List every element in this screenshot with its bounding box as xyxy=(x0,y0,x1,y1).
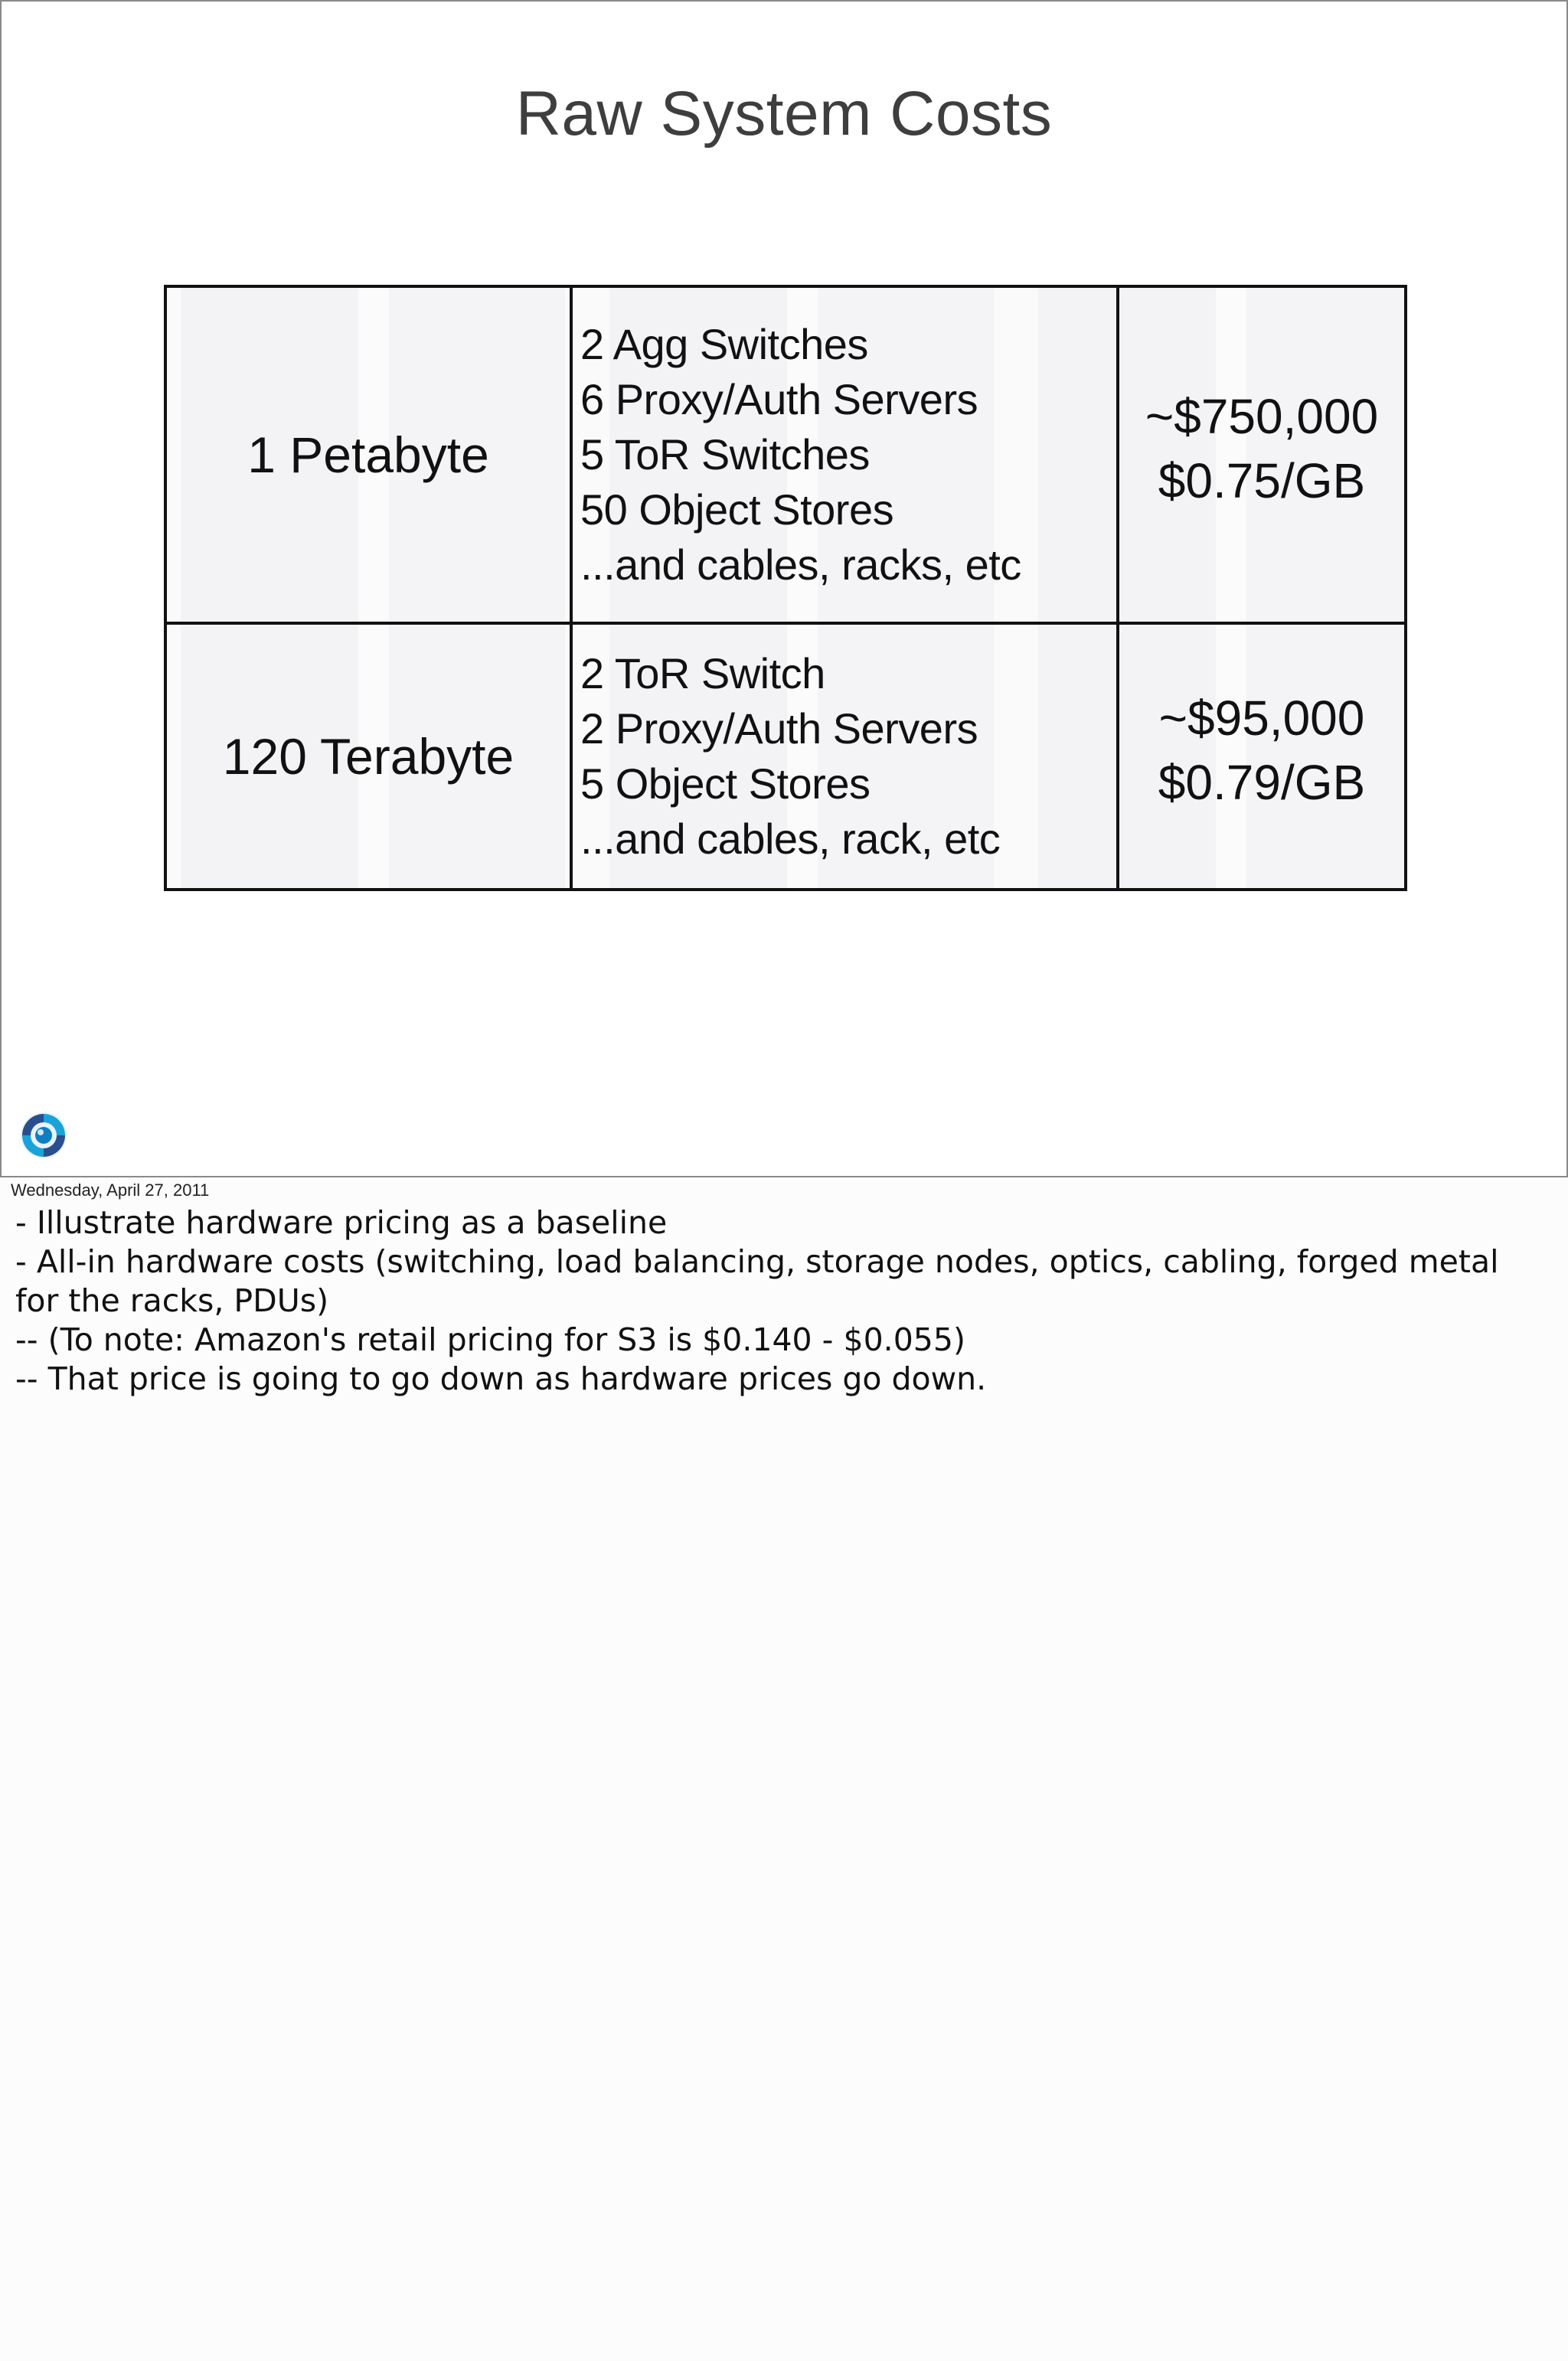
total-cost: ~$750,000 xyxy=(1145,389,1379,444)
size-label: 1 Petabyte xyxy=(247,426,489,483)
table-cell-items xyxy=(573,625,1119,888)
cost-table xyxy=(164,285,1407,891)
note-line: - Illustrate hardware pricing as a baseline xyxy=(15,1204,668,1241)
total-cost: ~$95,000 xyxy=(1158,691,1365,746)
swirl-logo-icon xyxy=(18,1110,69,1161)
note-line: -- That price is going to go down as hardware prices go down. xyxy=(15,1360,987,1397)
item-line: ...and cables, racks, etc xyxy=(580,540,1021,589)
table-cell-size xyxy=(167,288,573,625)
price-per-gb: $0.75/GB xyxy=(1158,453,1366,508)
size-label: 120 Terabyte xyxy=(222,728,514,785)
price-per-gb: $0.79/GB xyxy=(1158,755,1366,810)
item-line: 2 Proxy/Auth Servers xyxy=(580,704,978,753)
speaker-notes xyxy=(15,1203,1539,1399)
item-line: ...and cables, rack, etc xyxy=(580,815,1001,863)
item-line: 5 ToR Switches xyxy=(580,430,870,478)
table-cell-size xyxy=(167,625,573,888)
slide-title: Raw System Costs xyxy=(515,79,1053,149)
table-cell-items xyxy=(573,288,1119,625)
item-line: 5 Object Stores xyxy=(580,759,871,808)
item-line: 6 Proxy/Auth Servers xyxy=(580,375,978,423)
item-line: 2 ToR Switch xyxy=(580,649,825,697)
slide xyxy=(0,0,1568,1177)
item-line: 50 Object Stores xyxy=(580,485,894,534)
note-line: -- (To note: Amazon's retail pricing for S3 is $0.140 - $0.055) xyxy=(15,1321,965,1358)
table-cell-price xyxy=(1119,288,1404,625)
note-line: - All-in hardware costs (switching, load balancing, storage nodes, optics, cabling, forged metal for the racks, PDUs) xyxy=(15,1243,1509,1319)
item-line: 2 Agg Switches xyxy=(580,320,868,368)
slide-date: Wednesday, April 27, 2011 xyxy=(11,1180,210,1200)
table-cell-price xyxy=(1119,625,1404,888)
